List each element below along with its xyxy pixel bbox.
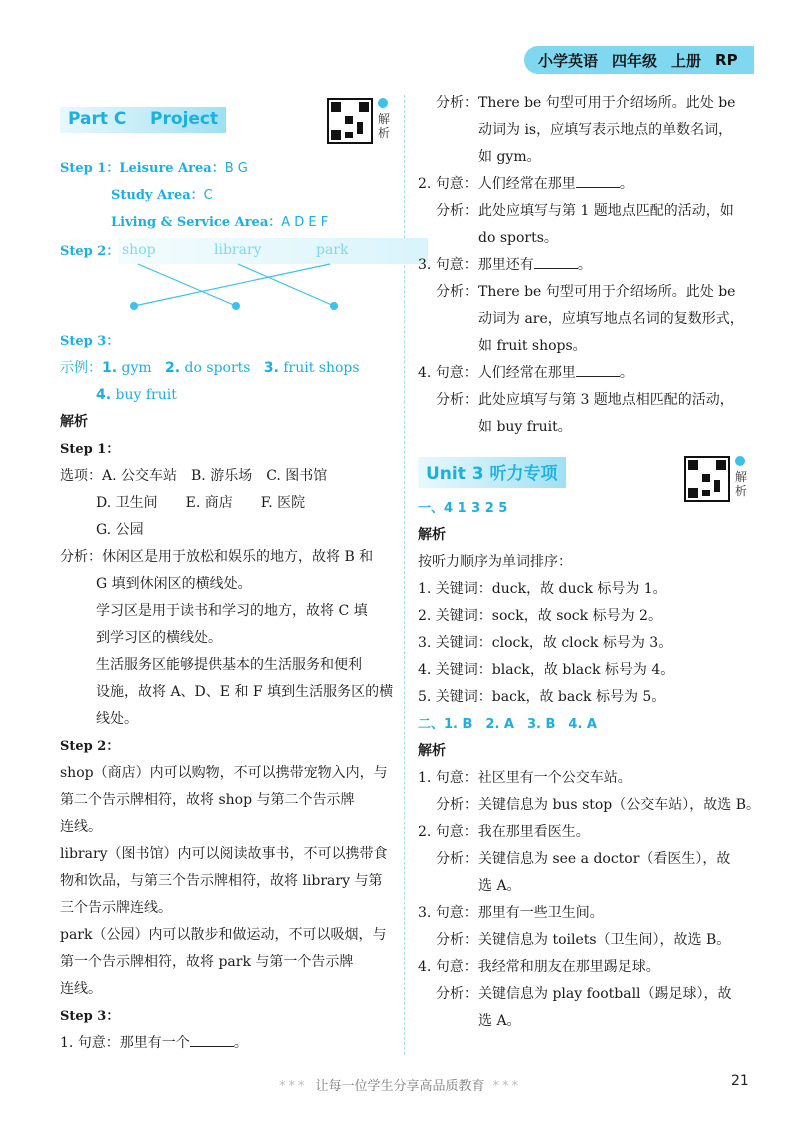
dot-1 bbox=[130, 302, 138, 310]
part1-item: 5. 关键词：back，故 back 标号为 5。 bbox=[418, 689, 666, 705]
analysis-line: 选 A。 bbox=[478, 878, 521, 894]
q3-line: 3. 句意：那里还有 。 bbox=[418, 257, 592, 273]
part1-item: 4. 关键词：black，故 black 标号为 4。 bbox=[418, 662, 675, 678]
analysis-line: 设施，故将 A、D、E 和 F 填到生活服务区的横 bbox=[96, 684, 394, 700]
s3-q1: 1. 句意：那里有一个 。 bbox=[60, 1035, 248, 1051]
analysis-line: 动词为 are，应填写地点名词的复数形式， bbox=[478, 311, 744, 327]
answer-blank bbox=[576, 363, 620, 377]
step3-label: Step 3： bbox=[60, 334, 120, 349]
dot-2 bbox=[232, 302, 240, 310]
s3-title: Step 3： bbox=[60, 1009, 120, 1024]
unit-title: Unit 3 听力专项 bbox=[418, 457, 566, 488]
qr-label: 解 析 bbox=[735, 470, 748, 498]
analysis-line: 分析：此处应填写与第 3 题地点相匹配的活动， bbox=[436, 392, 734, 408]
s1-title: Step 1： bbox=[60, 442, 120, 457]
jiexi-heading: 解析 bbox=[418, 527, 446, 543]
link-shop bbox=[138, 264, 236, 306]
header-edition: RP bbox=[715, 51, 738, 69]
header-volume: 上册 bbox=[671, 51, 702, 70]
s2-title: Step 2： bbox=[60, 739, 120, 754]
analysis-line: 分析：There be 句型可用于介绍场所。此处 be bbox=[436, 284, 736, 300]
living-line: Living & Service Area：A D E F bbox=[111, 215, 329, 230]
analysis-line: 如 buy fruit。 bbox=[478, 419, 572, 435]
options-line-1: 选项：A. 公交车站 B. 游乐场 C. 图书馆 bbox=[60, 468, 328, 484]
options-line-3: G. 公园 bbox=[96, 522, 144, 538]
analysis-line: 生活服务区能够提供基本的生活服务和便利 bbox=[96, 657, 362, 673]
analysis-line: do sports。 bbox=[478, 230, 558, 246]
answer-blank bbox=[576, 174, 620, 188]
link-library bbox=[238, 264, 334, 306]
answer-blank bbox=[190, 1033, 234, 1047]
analysis-line: 分析：关键信息为 toilets（卫生间），故选 B。 bbox=[436, 932, 731, 948]
answer-blank bbox=[534, 255, 578, 269]
jiexi-heading: 解析 bbox=[418, 743, 446, 759]
match-word-shop: shop bbox=[122, 242, 156, 258]
footer-slogan: 让每一位学生分享高品质教育 bbox=[315, 1079, 485, 1094]
part1-intro: 按听力顺序为单词排序： bbox=[418, 554, 572, 570]
step2-label: Step 2： bbox=[60, 244, 120, 259]
analysis-line: 如 gym。 bbox=[478, 149, 541, 165]
s2-line: shop（商店）内可以购物，不可以携带宠物入内，与 bbox=[60, 765, 388, 781]
analysis-line: 分析：关键信息为 play football（踢足球），故 bbox=[436, 986, 732, 1002]
header-grade: 四年级 bbox=[612, 51, 658, 70]
matching-lines bbox=[60, 238, 395, 328]
example-line-2: 4. buy fruit bbox=[96, 387, 177, 403]
analysis-line: 动词为 is，应填写表示地点的单数名词， bbox=[478, 122, 733, 138]
s2-line: 第二个告示牌相符，故将 shop 与第二个告示牌 bbox=[60, 792, 355, 808]
analysis-line: 到学习区的横线处。 bbox=[96, 630, 222, 646]
analysis-line: 分析：关键信息为 bus stop（公交车站），故选 B。 bbox=[436, 797, 761, 813]
matching-diagram bbox=[60, 238, 395, 328]
part2-question: 2. 句意：我在那里看医生。 bbox=[418, 824, 590, 840]
analysis-line: 如 fruit shops。 bbox=[478, 338, 587, 354]
analysis-line: 学习区是用于读书和学习的地方，故将 C 填 bbox=[96, 603, 368, 619]
right-column bbox=[418, 90, 761, 1035]
options-line-2: D. 卫生间 E. 商店 F. 医院 bbox=[96, 495, 306, 511]
part2-answer: 二、1. B 2. A 3. B 4. A bbox=[418, 717, 597, 732]
s2-line: 物和饮品，与第三个告示牌相符，故将 library 与第 bbox=[60, 873, 383, 889]
example-line-1: 示例：1. gym 2. do sports 3. fruit shops bbox=[60, 360, 360, 376]
part2-question: 4. 句意：我经常和朋友在那里踢足球。 bbox=[418, 959, 660, 975]
s2-line: 连线。 bbox=[60, 981, 102, 997]
page-number: 21 bbox=[731, 1073, 749, 1089]
dot-3 bbox=[330, 302, 338, 310]
qr-label: 解 析 bbox=[378, 112, 391, 140]
q4-line: 4. 句意：人们经常在那里 。 bbox=[418, 365, 634, 381]
step1-line: Step 1：Leisure Area：B G bbox=[60, 161, 248, 176]
s2-line: 第一个告示牌相符，故将 park 与第一个告示牌 bbox=[60, 954, 354, 970]
section-title: Part C Project bbox=[60, 107, 226, 133]
match-word-park: park bbox=[316, 242, 349, 258]
part1-answer: 一、4 1 3 2 5 bbox=[418, 501, 508, 516]
analysis-line: 分析：此处应填写与第 1 题地点匹配的活动，如 bbox=[436, 203, 734, 219]
analysis-line: 选 A。 bbox=[478, 1013, 521, 1029]
s2-line: 连线。 bbox=[60, 819, 102, 835]
analysis-line: G 填到休闲区的横线处。 bbox=[96, 576, 252, 592]
analysis-line: 线处。 bbox=[96, 711, 138, 727]
analysis-line: 分析：There be 句型可用于介绍场所。此处 be bbox=[436, 95, 736, 111]
analysis-line: 分析：休闲区是用于放松和娱乐的地方，故将 B 和 bbox=[60, 549, 374, 565]
part2-question: 1. 句意：社区里有一个公交车站。 bbox=[418, 770, 632, 786]
s2-line: 三个告示牌连线。 bbox=[60, 900, 172, 916]
part1-item: 2. 关键词：sock，故 sock 标号为 2。 bbox=[418, 608, 662, 624]
match-word-library: library bbox=[214, 242, 262, 258]
left-column bbox=[60, 95, 395, 1057]
header-subject: 小学英语 bbox=[538, 51, 599, 70]
part1-item: 3. 关键词：clock，故 clock 标号为 3。 bbox=[418, 635, 673, 651]
link-park bbox=[134, 264, 330, 306]
header-badge bbox=[524, 46, 754, 74]
study-line: Study Area：C bbox=[111, 188, 213, 203]
analysis-line: 分析：关键信息为 see a doctor（看医生），故 bbox=[436, 851, 731, 867]
jiexi-heading: 解析 bbox=[60, 414, 88, 430]
part1-item: 1. 关键词：duck，故 duck 标号为 1。 bbox=[418, 581, 667, 597]
q2-line: 2. 句意：人们经常在那里 。 bbox=[418, 176, 634, 192]
s2-line: park（公园）内可以散步和做运动，不可以吸烟，与 bbox=[60, 927, 387, 943]
footer: *** 让每一位学生分享高品质教育 *** bbox=[278, 1079, 521, 1094]
s2-line: library（图书馆）内可以阅读故事书，不可以携带食 bbox=[60, 846, 388, 862]
part2-question: 3. 句意：那里有一些卫生间。 bbox=[418, 905, 604, 921]
